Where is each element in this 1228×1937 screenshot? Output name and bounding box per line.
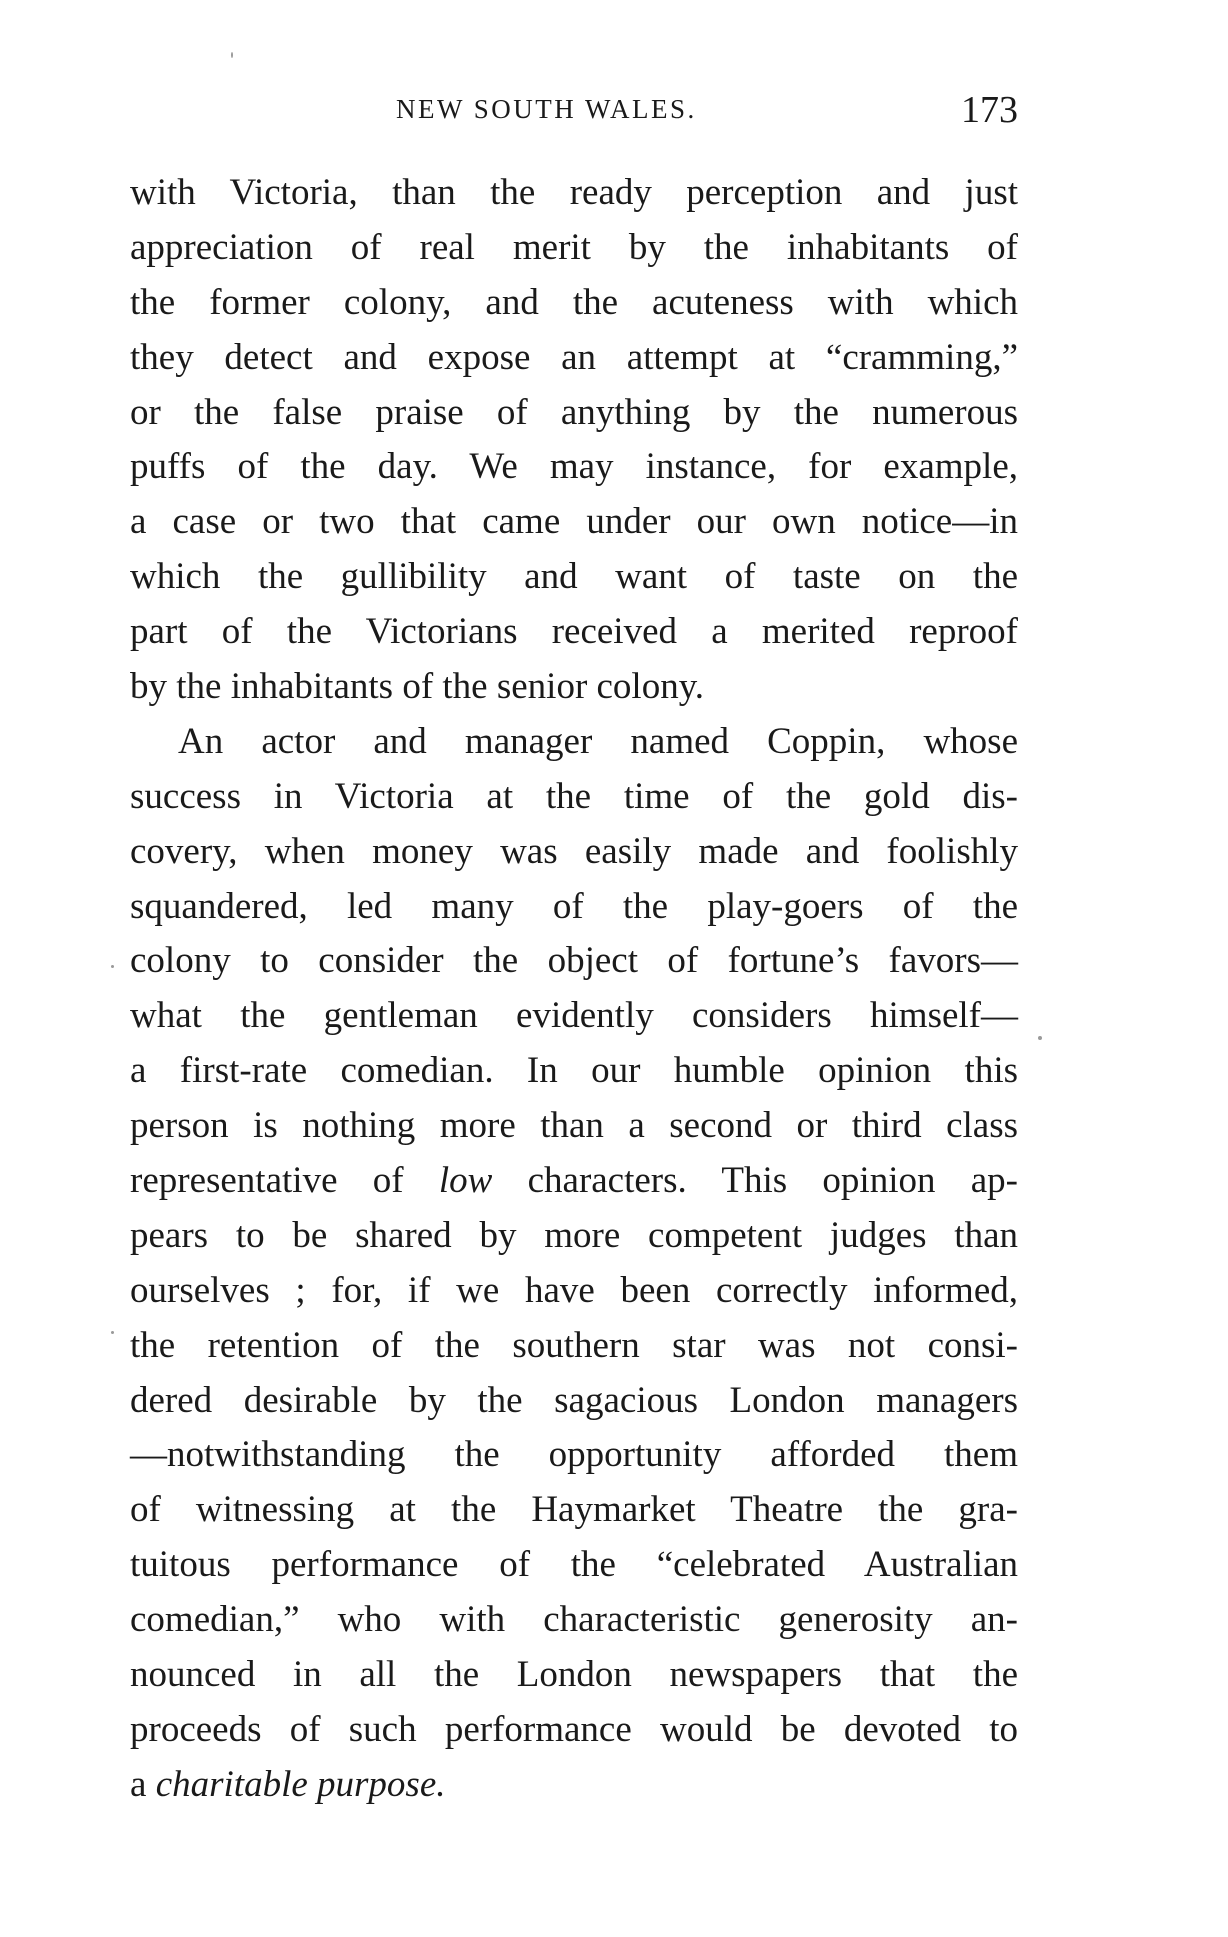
- text-line: puffs of the day. We may instance, for example,: [130, 446, 1018, 488]
- text-line: ourselves ; for, if we have been correctly informed,: [130, 1269, 1018, 1311]
- paper-speck: [111, 1331, 114, 1334]
- text-line: of witnessing at the Haymarket Theatre the gra-: [130, 1489, 1018, 1531]
- text-line: or the false praise of anything by the numerous: [130, 391, 1018, 433]
- page-header: [130, 88, 1018, 138]
- line-text: a: [130, 1763, 156, 1805]
- text-line: tuitous performance of the “celebrated Australian: [130, 1544, 1018, 1586]
- text-line-with-italic: [130, 1154, 1018, 1209]
- text-line: they detect and expose an attempt at “cramming,”: [130, 336, 1018, 378]
- text-line: with Victoria, than the ready perception and just: [130, 172, 1018, 213]
- text-line: what the gentleman evidently considers himself—: [130, 995, 1018, 1037]
- paragraph-1: [130, 166, 1018, 715]
- text-line: person is nothing more than a second or third class: [130, 1105, 1018, 1147]
- text-line: pears to be shared by more competent judges than: [130, 1214, 1018, 1256]
- page-number: 173: [961, 89, 1018, 131]
- line-text: characters. This opinion ap-: [492, 1160, 1018, 1202]
- text-line: part of the Victorians received a merited reproof: [130, 611, 1018, 653]
- text-line: —notwithstanding the opportunity afforded them: [130, 1434, 1018, 1476]
- text-line: the former colony, and the acuteness with which: [130, 281, 1018, 323]
- text-line-with-italic: [130, 1758, 1018, 1813]
- text-line: the retention of the southern star was not consi-: [130, 1324, 1018, 1366]
- text-line: success in Victoria at the time of the gold dis-: [130, 775, 1018, 817]
- text-line: a first-rate comedian. In our humble opinion this: [130, 1050, 1018, 1092]
- paragraph-2: [130, 715, 1018, 1813]
- text-line: colony to consider the object of fortune’s favors—: [130, 940, 1018, 982]
- text-line: squandered, led many of the play-goers of the: [130, 885, 1018, 927]
- paper-speck: [111, 965, 114, 968]
- text-line: comedian,” who with characteristic generosity an-: [130, 1599, 1018, 1641]
- text-line: nounced in all the London newspapers that the: [130, 1654, 1018, 1696]
- text-line: proceeds of such performance would be devoted to: [130, 1708, 1018, 1750]
- text-line: appreciation of real merit by the inhabitants of: [130, 226, 1018, 268]
- text-line: which the gullibility and want of taste on the: [130, 556, 1018, 598]
- body-text: [130, 166, 1018, 1813]
- text-line: covery, when money was easily made and foolishly: [130, 830, 1018, 872]
- italic-word: low: [438, 1160, 493, 1202]
- italic-phrase: charitable purpose.: [155, 1763, 446, 1805]
- paper-speck: [231, 52, 233, 58]
- running-head: NEW SOUTH WALES.: [396, 94, 697, 124]
- paper-speck: [1038, 1036, 1042, 1040]
- text-line: by the inhabitants of the senior colony.: [130, 666, 705, 708]
- text-line: dered desirable by the sagacious London managers: [130, 1379, 1018, 1421]
- text-line: a case or two that came under our own notice—in: [130, 501, 1018, 543]
- line-text: representative of: [130, 1160, 439, 1202]
- text-line: An actor and manager named Coppin, whose: [178, 720, 1018, 762]
